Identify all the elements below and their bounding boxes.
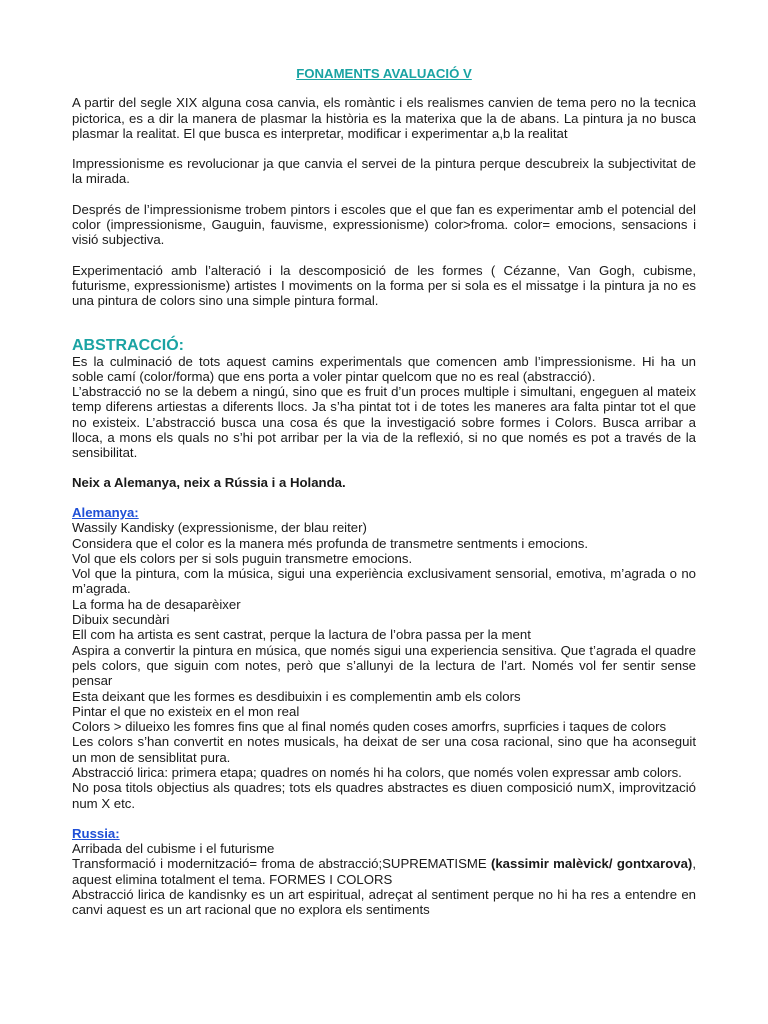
alemanya-line: No posa titols objectius als quadres; tots els quadres abstractes es diuen composició numX, improvització num X etc. — [72, 780, 696, 811]
alemanya-line: Colors > dilueixo les fomres fins que al final només quden coses amorfrs, suprficies i taques de colors — [72, 719, 667, 735]
abstraccio-heading: ABSTRACCIÓ: — [72, 336, 184, 354]
alemanya-line: Aspira a convertir la pintura en música, que només sigui una experiencia sensitiva. Que t’agrada el quadre pels colors, que siguin com notes, però que s’allunyi de la lectura de l’art. Només vol fer sentir sense pensar — [72, 642, 696, 689]
russia-line: Abstracció lirica de kandisnky es un art espiritual, adreçat al sentiment perque no hi ha res a entendre en canvi aquest es un art racional que no explora els sentiments — [72, 887, 696, 918]
russia-line: Arribada del cubisme i el futurisme — [72, 841, 275, 857]
alemanya-line: Ell com ha artista es sent castrat, perque la lactura de l’obra passa per la ment — [72, 627, 531, 643]
section-spacer — [72, 811, 696, 826]
origins-line: Neix a Alemanya, neix a Rússia i a Holanda. — [72, 474, 346, 490]
intro-paragraph-1: A partir del segle XIX alguna cosa canvia, els romàntic i els realismes canvien de tema pero no la tecnica pictorica, es a dir la manera de plasmar la història es la materixa que la de abans. La pintura ja no busca plasmar la realitat. El que busca es interpretar, modificar i experimentar a,b la realitat — [72, 95, 696, 141]
alemanya-line: Vol que la pintura, com la música, sigui una experiència exclusivament sensorial, emotiva, m’agrada o no m’agrada. — [72, 566, 696, 597]
alemanya-line: Wassily Kandisky (expressionisme, der blau reiter) — [72, 520, 367, 536]
alemanya-line: La forma ha de desaparèixer — [72, 596, 241, 612]
alemanya-line: Abstracció lirica: primera etapa; quadres on només hi ha colors, que només volen expressar amb colors. — [72, 764, 682, 780]
document-title: FONAMENTS AVALUACIÓ V — [296, 66, 472, 81]
russia-text: , aquest elimina totalment el tema. FORMES I COLORS — [72, 856, 696, 887]
alemanya-line: Esta deixant que les formes es desdibuixin i es complementin amb els colors — [72, 688, 521, 704]
intro-paragraph-4: Experimentació amb l’alteració i la descomposició de les formes ( Cézanne, Van Gogh, cubisme, futurisme, expressionisme) artistes I moviments on la forma per si sola es el missatge i la pintura ja no es una pintura de colors sino una simple pintura formal. — [72, 262, 696, 309]
russia-line-suprematisme — [72, 856, 696, 887]
russia-heading: Russia: — [72, 825, 120, 841]
abstraccio-paragraph-2: L’abstracció no se la debem a ningú, sino que es fruit d’un proces multiple i simultani, engeguen al mateix temp diferens artiestas a diferents llocs. Ja s’ha pintat tot i de totes les maneres ara falta pintar tot el que no existeix. L’abstracció busca una cosa és que la investigació sobre formes i Colors. Busca arribar a lloca, a mons els quals no s’hi pot arribar per la via de la reflexió, si no que només es pot a través de la sensibilitat. — [72, 384, 696, 461]
alemanya-line: Considera que el color es la manera més profunda de transmetre sentments i emocions. — [72, 535, 589, 551]
alemanya-heading: Alemanya: — [72, 504, 139, 520]
intro-paragraph-2: Impressionisme es revolucionar ja que canvia el servei de la pintura perque descubreix la subjectivitat de la mirada. — [72, 156, 696, 187]
alemanya-line: Les colors s’han convertit en notes musicals, ha deixat de ser una cosa racional, sino que ha aconseguit un mon de sensiblitat pura. — [72, 734, 696, 765]
abstraccio-paragraph-1: Es la culminació de tots aquest camins experimentals que comencen amb l’impressionisme. Hi ha un soble camí (color/forma) que ens porta a voler pintar quelcom que no es real (abstracció). — [72, 353, 696, 384]
alemanya-line: Vol que els colors per si sols puguin transmetre emocions. — [72, 550, 413, 566]
russia-artists: (kassimir malèvick/ gontxarova) — [490, 856, 693, 872]
alemanya-line: Dibuix secundàri — [72, 612, 170, 628]
alemanya-line: Pintar el que no existeix en el mon real — [72, 703, 300, 719]
russia-text: Transformació i modernització= froma de abstracció;SUPREMATISME — [72, 856, 491, 872]
intro-paragraph-3: Després de l’impressionisme trobem pintors i escoles que el que fan es experimentar amb el potencial del color (impressionisme, Gauguin, fauvisme, expressionisme) color>froma. color= emocions, sensacions i visió subjectiva. — [72, 201, 696, 248]
